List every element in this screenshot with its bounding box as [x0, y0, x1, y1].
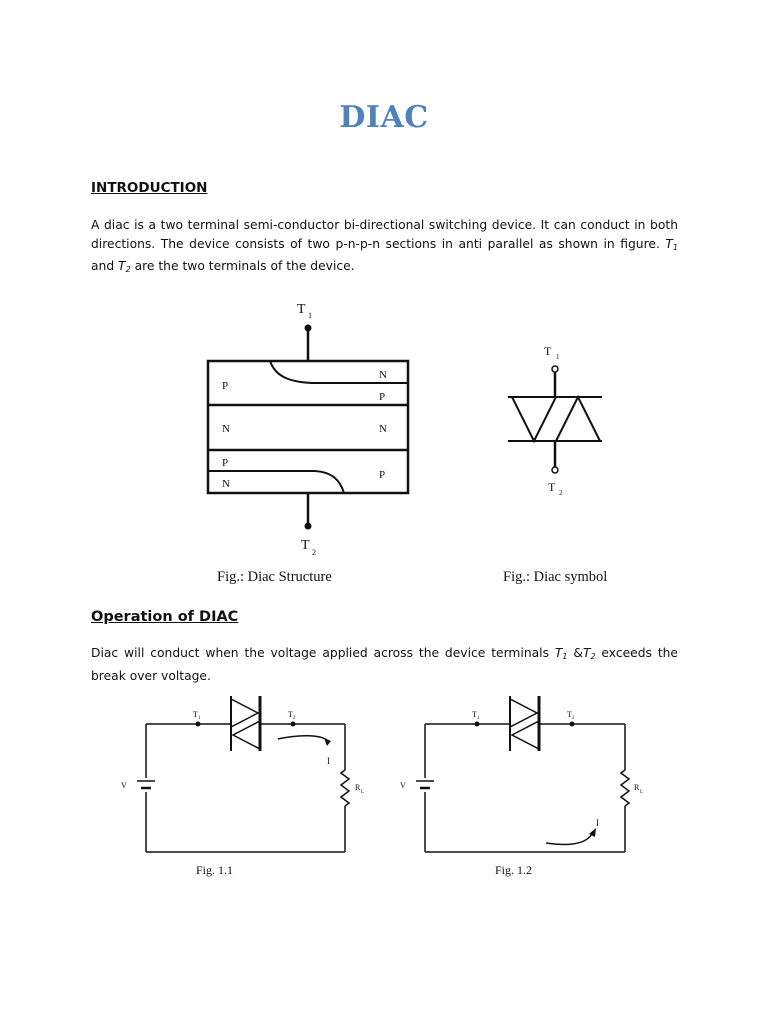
c1-t2-node [291, 722, 296, 727]
c1-resistor-label: R [355, 783, 361, 792]
c2-source-label: V [400, 781, 406, 790]
layer-label-right-bot: P [379, 469, 386, 481]
symbol-t2-label: T [548, 480, 556, 494]
c1-current-arrowhead [324, 738, 331, 746]
operation-heading: Operation of DIAC [91, 609, 239, 625]
c2-t1-label: T [472, 710, 477, 719]
c2-resistor-sub: L [640, 790, 644, 795]
c1-diac-triangle-right [231, 699, 258, 727]
diac-symbol-diagram [503, 344, 607, 585]
structure-t1-sub: 1 [308, 311, 312, 320]
layer-label-left-bot-n: N [222, 478, 230, 490]
c2-t2-label: T [567, 710, 572, 719]
layer-label-right-top-p: P [379, 391, 386, 403]
structure-t2-terminal [305, 523, 312, 530]
document-title: DIAC [339, 100, 429, 135]
c1-t2-label: T [288, 710, 293, 719]
layer-label-left-top: P [222, 380, 229, 392]
c2-resistor [621, 770, 629, 806]
structure-caption: Fig.: Diac Structure [217, 569, 332, 585]
structure-t2-label: T [301, 538, 310, 553]
circuit-fig-1-1 [121, 696, 364, 877]
intro-text-1: A diac is a two terminal semi-conductor bi-directional switching device. It can conduct in both directions. The device consists of two p-n-p-n sections in anti parallel as shown in figure. [91, 218, 678, 251]
structure-top-region-boundary [270, 361, 408, 383]
symbol-t2-sub: 2 [559, 489, 563, 497]
structure-body [208, 361, 408, 493]
c2-current-label: I [596, 818, 599, 828]
structure-t2-sub: 2 [312, 548, 316, 557]
introduction-heading: INTRODUCTION [91, 180, 208, 196]
structure-t1-label: T [297, 302, 306, 317]
c2-t1-sub: 1 [477, 716, 480, 721]
intro-t1-sub: 1 [672, 242, 678, 252]
c1-source-label: V [121, 781, 127, 790]
c2-diac-triangle-left [512, 721, 539, 749]
layer-label-right-mid: N [379, 423, 387, 435]
c2-current-arrow [546, 834, 592, 844]
layer-label-left-bot-p: P [222, 457, 229, 469]
op-t2: T [582, 646, 591, 660]
symbol-t1-terminal [552, 366, 558, 372]
intro-and: and [91, 259, 119, 273]
symbol-t2-terminal [552, 467, 558, 473]
op-amp: & [567, 646, 583, 660]
c1-resistor [341, 770, 349, 806]
circuit-fig-1-2 [400, 696, 643, 877]
intro-t1: T [665, 236, 673, 251]
c1-caption: Fig. 1.1 [196, 863, 234, 877]
c1-resistor-sub: L [361, 790, 365, 795]
c1-t2-sub: 2 [293, 716, 296, 721]
c1-current-label: I [327, 756, 330, 766]
symbol-t1-label: T [544, 344, 552, 358]
op-t2-sub: 2 [590, 652, 596, 661]
c2-diac-triangle-right [510, 699, 537, 727]
op-t1-sub: 1 [562, 652, 568, 661]
op-text-2: exceeds the break over voltage. [91, 646, 678, 683]
c2-t1-node [475, 722, 480, 727]
symbol-triangle-up [556, 397, 600, 441]
op-t1: T [554, 646, 563, 660]
c1-diac-triangle-left [233, 721, 260, 749]
intro-t2-sub: 2 [125, 265, 131, 274]
layer-label-right-top-n: N [379, 369, 387, 381]
op-text-1: Diac will conduct when the voltage applied across the device terminals [91, 646, 555, 660]
symbol-t1-sub: 1 [556, 353, 560, 361]
symbol-triangle-down [512, 397, 556, 441]
c2-caption: Fig. 1.2 [495, 863, 533, 877]
c1-current-arrow [278, 736, 327, 740]
c1-t1-label: T [193, 710, 198, 719]
diac-structure-diagram [208, 302, 408, 585]
c2-resistor-label: R [634, 783, 640, 792]
symbol-caption: Fig.: Diac symbol [503, 569, 608, 585]
c1-t1-sub: 1 [198, 716, 201, 721]
c2-t2-sub: 2 [572, 716, 575, 721]
intro-t2: T [118, 259, 126, 273]
intro-text-2: are the two terminals of the device. [130, 259, 355, 273]
layer-label-left-mid: N [222, 423, 230, 435]
c2-t2-node [570, 722, 575, 727]
c1-t1-node [196, 722, 201, 727]
